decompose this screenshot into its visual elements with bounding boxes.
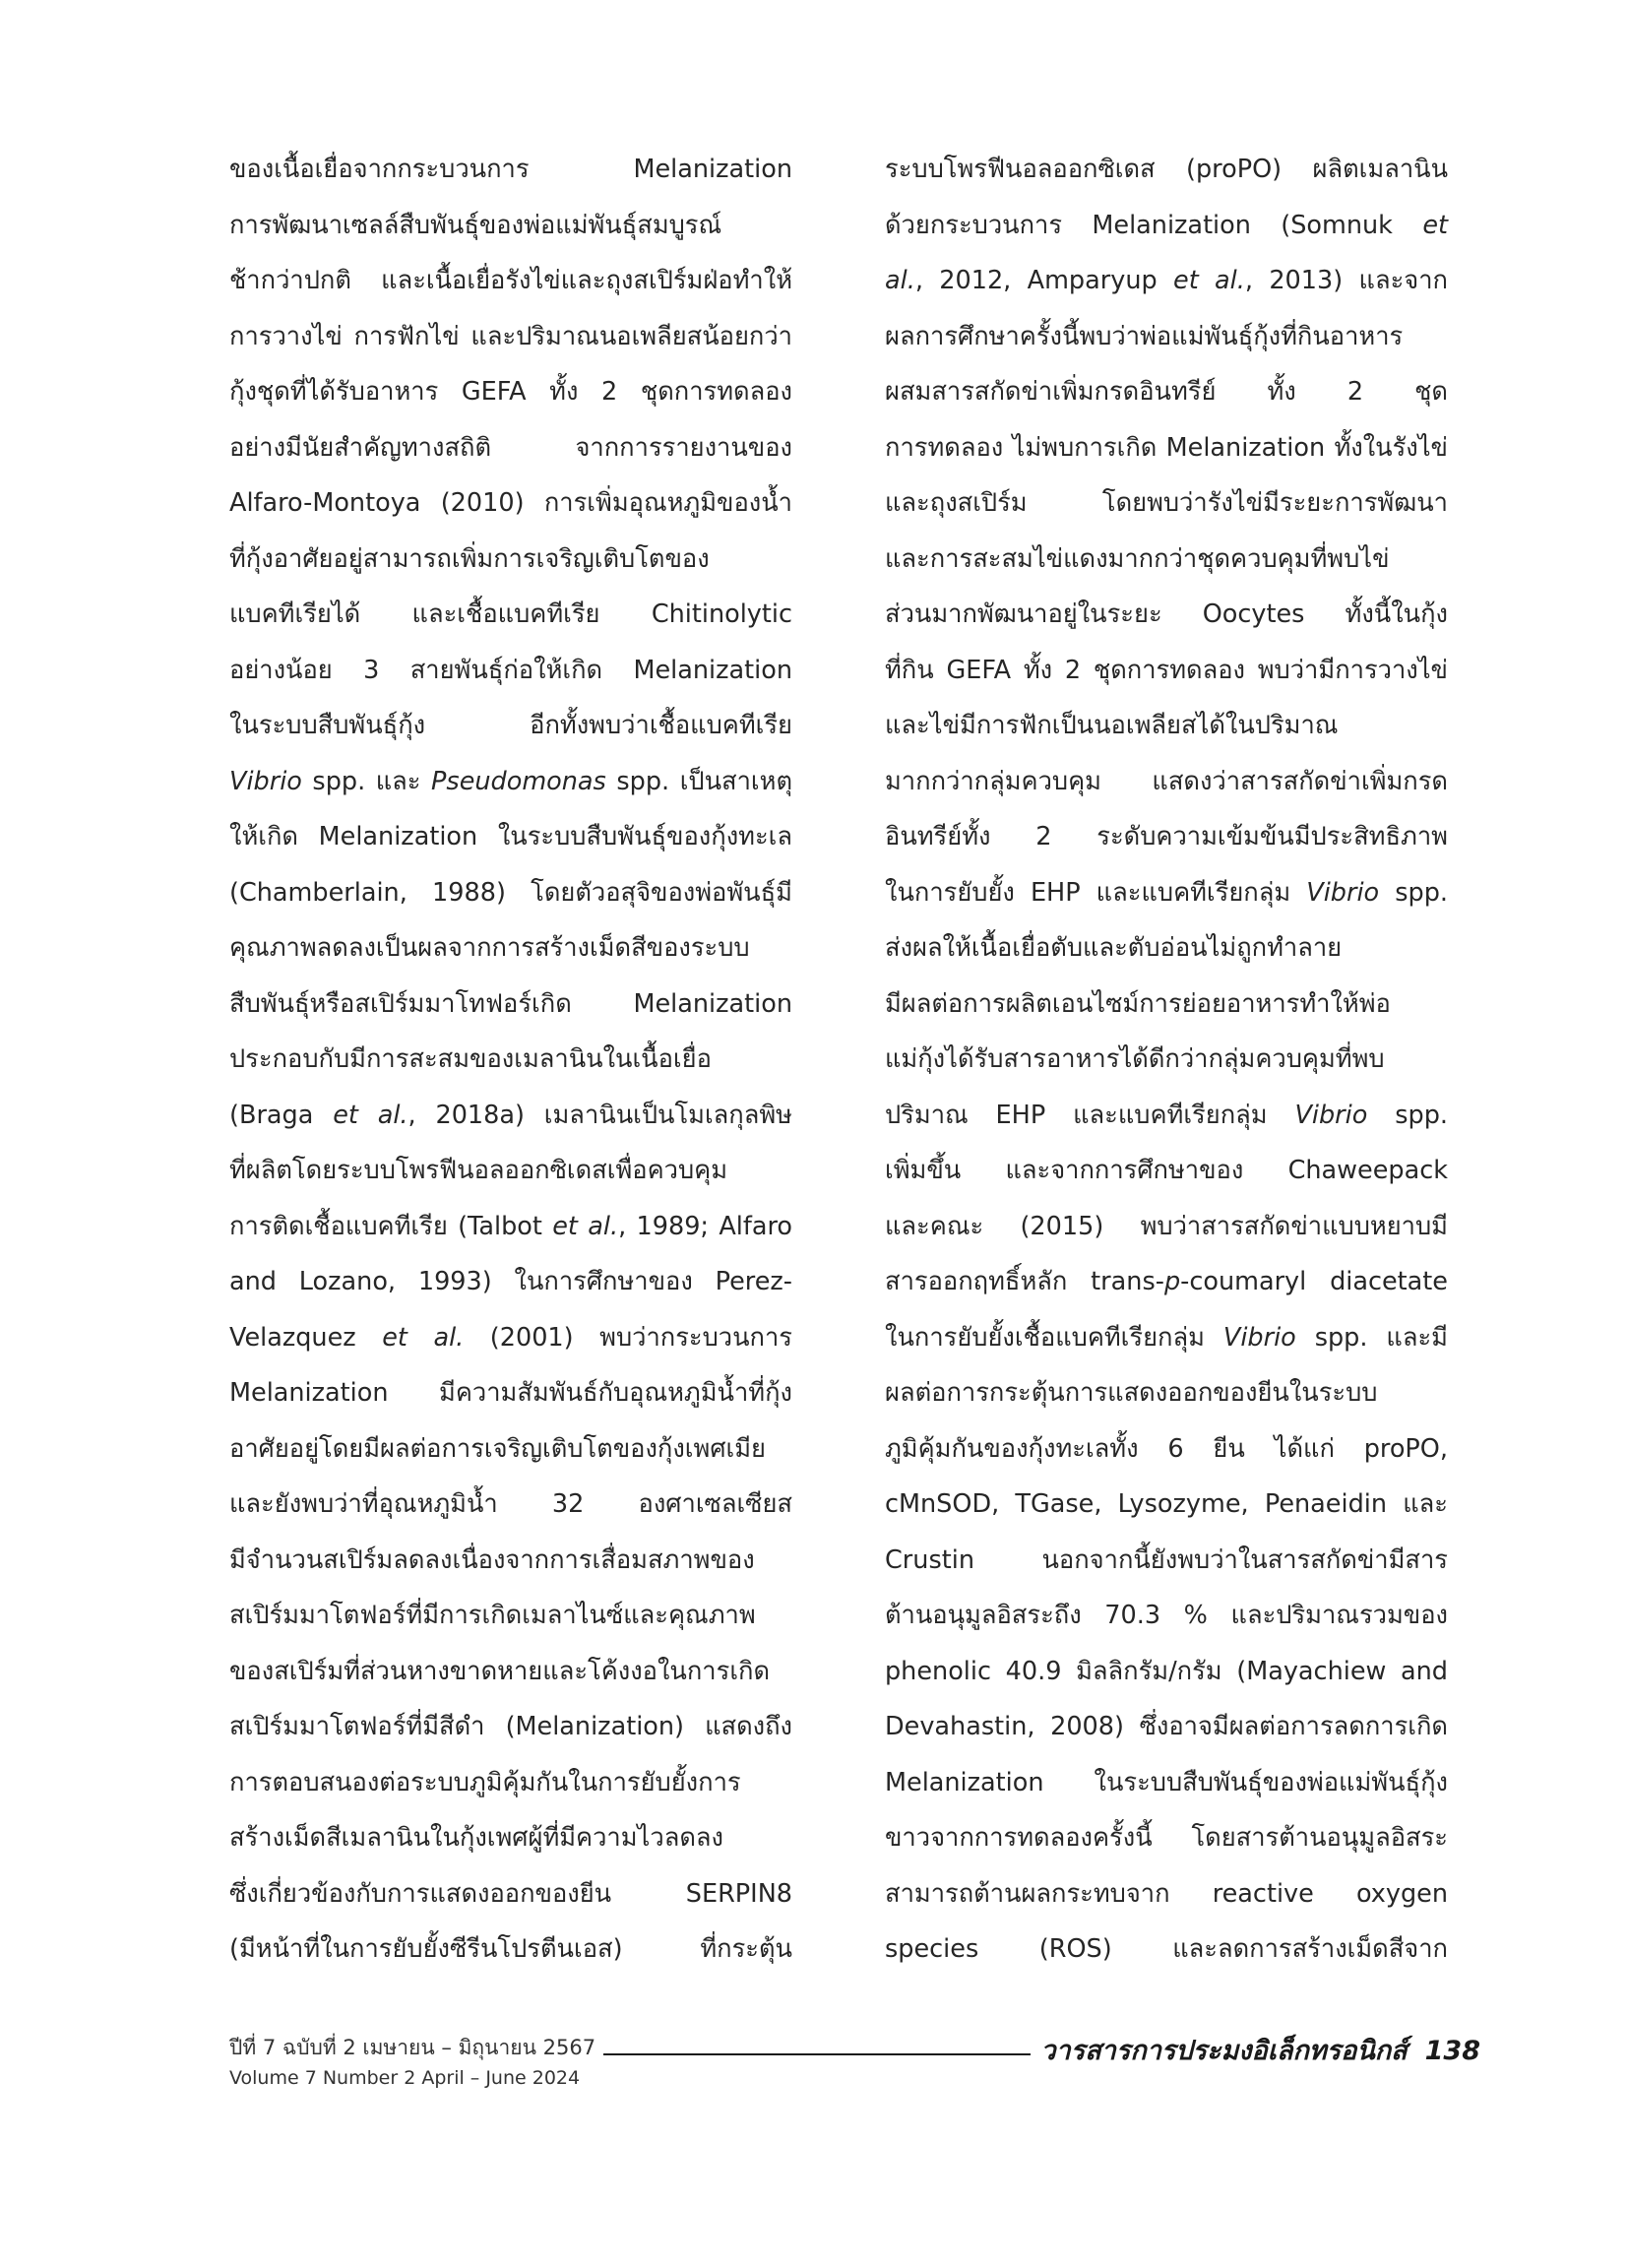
text-line: แม่กุ้งได้รับสารอาหารได้ดีกว่ากลุ่มควบคุมที่พบ bbox=[885, 1044, 1385, 1074]
text-segment: การติดเชื้อแบคทีเรีย (Talbot bbox=[229, 1211, 553, 1241]
text-line: ผลต่อการกระตุ้นการแสดงออกของยีนในระบบ bbox=[885, 1378, 1378, 1408]
text-line: ส่วนมากพัฒนาอยู่ในระยะ Oocytes ทั้งนี้ในกุ้ง bbox=[885, 599, 1448, 629]
text-line: Crustin นอกจากนี้ยังพบว่าในสารสกัดข่ามีสาร bbox=[885, 1544, 1448, 1575]
text-line: ที่ผลิตโดยระบบโพรฟีนอลออกซิเดสเพื่อควบคุม bbox=[229, 1156, 728, 1185]
text-segment: ปริมาณ EHP และแบคทีเรียกลุ่ม bbox=[885, 1100, 1295, 1130]
text-line bbox=[885, 1254, 1448, 1310]
text-line: Melanization ในระบบสืบพันธุ์ของพ่อแม่พันธุ์กุ้ง bbox=[885, 1767, 1448, 1797]
text-segment: (Braga bbox=[229, 1100, 334, 1130]
text-line: (มีหน้าที่ในการยับยั้งซีรีนโปรตีนเอส) ที่กระตุ้น bbox=[229, 1934, 792, 1964]
italic-term: Vibrio bbox=[229, 766, 302, 796]
text-segment: ด้วยกระบวนการ Melanization (Somnuk bbox=[885, 210, 1423, 240]
text-line: สร้างเม็ดสีเมลานินในกุ้งเพศผู้ที่มีความไวลดลง bbox=[229, 1823, 723, 1853]
text-line: เพิ่มขึ้น และจากการศึกษาของ Chaweepack bbox=[885, 1156, 1448, 1185]
text-line: Melanization มีความสัมพันธ์กับอุณหภูมิน้ำที่กุ้ง bbox=[229, 1378, 792, 1408]
text-segment: spp. bbox=[1379, 877, 1448, 908]
text-line: สเปิร์มมาโตฟอร์ที่มีสีดำ (Melanization) แสดงถึง bbox=[229, 1712, 792, 1741]
text-line: การพัฒนาเซลล์สืบพันธุ์ของพ่อแม่พันธุ์สมบูรณ์ bbox=[229, 210, 722, 240]
text-segment: spp. เป็นสาเหตุ bbox=[605, 766, 792, 796]
text-line: ผลการศึกษาครั้งนี้พบว่าพ่อแม่พันธุ์กุ้งที่กินอาหาร bbox=[885, 321, 1404, 351]
text-line: กุ้งชุดที่ได้รับอาหาร GEFA ทั้ง 2 ชุดการทดลอง bbox=[229, 377, 792, 407]
text-line: และคณะ (2015) พบว่าสารสกัดข่าแบบหยาบมี bbox=[885, 1211, 1448, 1241]
footer-issue-english: Volume 7 Number 2 April – June 2024 bbox=[229, 2067, 581, 2089]
text-line: ของเนื้อเยื่อจากกระบวนการ Melanization bbox=[229, 155, 792, 184]
text-line: มากกว่ากลุ่มควบคุม แสดงว่าสารสกัดข่าเพิ่มกรด bbox=[885, 766, 1448, 796]
text-line: การทดลอง ไม่พบการเกิด Melanization ทั้งในรังไข่ bbox=[885, 432, 1448, 463]
text-line: และไข่มีการฟักเป็นนอเพลียสได้ในปริมาณ bbox=[885, 711, 1339, 740]
left-column bbox=[229, 142, 792, 1978]
text-line: สามารถต้านผลกระทบจาก reactive oxygen bbox=[885, 1878, 1448, 1909]
text-line: มีผลต่อการผลิตเอนไซม์การย่อยอาหารทำให้พ่อ bbox=[885, 988, 1391, 1019]
text-line: สเปิร์มมาโตฟอร์ที่มีการเกิดเมลาไนซ์และคุณภาพ bbox=[229, 1601, 756, 1630]
text-line: ภูมิคุ้มกันของกุ้งทะเลทั้ง 6 ยีน ได้แก่ proPO, bbox=[885, 1433, 1448, 1464]
italic-term: et bbox=[1422, 210, 1448, 240]
text-segment: สารออกฤทธิ์หลัก trans- bbox=[885, 1267, 1164, 1296]
text-line bbox=[885, 1088, 1448, 1144]
italic-term: p bbox=[1163, 1267, 1181, 1296]
text-line: and Lozano, 1993) ในการศึกษาของ Perez- bbox=[229, 1267, 792, 1296]
footer-journal bbox=[1031, 2029, 1480, 2071]
text-line bbox=[885, 198, 1448, 254]
text-line: อย่างน้อย 3 สายพันธุ์ก่อให้เกิด Melanization bbox=[229, 655, 792, 685]
right-column bbox=[885, 142, 1448, 1978]
text-line: อินทรีย์ทั้ง 2 ระดับความเข้มข้นมีประสิทธิภาพ bbox=[885, 822, 1448, 851]
text-line: ขาวจากการทดลองครั้งนี้ โดยสารต้านอนุมูลอิสระ bbox=[885, 1823, 1448, 1853]
italic-term: et al. bbox=[1173, 266, 1245, 295]
text-line: อย่างมีนัยสำคัญทางสถิติ จากการรายงานของ bbox=[229, 432, 792, 463]
text-line bbox=[885, 865, 1448, 921]
text-line: (Chamberlain, 1988) โดยตัวอสุจิของพ่อพันธุ์มี bbox=[229, 877, 792, 908]
text-line: ระบบโพรฟีนอลออกซิเดส (proPO) ผลิตเมลานิน bbox=[885, 155, 1448, 184]
journal-name: วารสารการประมงอิเล็กทรอนิกส์ bbox=[1040, 2036, 1408, 2066]
text-line bbox=[229, 754, 792, 810]
text-line bbox=[885, 253, 1448, 309]
text-segment: spp. bbox=[1367, 1100, 1449, 1130]
text-line bbox=[229, 1088, 792, 1144]
text-line: species (ROS) และลดการสร้างเม็ดสีจาก bbox=[885, 1934, 1448, 1964]
italic-term: et al. bbox=[382, 1322, 465, 1353]
text-segment: spp. และ bbox=[301, 766, 432, 796]
text-line: cMnSOD, TGase, Lysozyme, Penaeidin และ bbox=[885, 1489, 1448, 1519]
text-segment: , 1989; Alfaro bbox=[618, 1211, 792, 1241]
italic-term: et al. bbox=[552, 1211, 619, 1241]
text-line: ส่งผลให้เนื้อเยื่อตับและตับอ่อนไม่ถูกทำลาย bbox=[885, 933, 1343, 963]
text-line: การวางไข่ การฟักไข่ และปริมาณนอเพลียสน้อยกว่า bbox=[229, 321, 792, 351]
text-segment: , 2018a) เมลานินเป็นโมเลกุลพิษ bbox=[407, 1100, 792, 1130]
italic-term: Vibrio bbox=[1222, 1322, 1296, 1353]
italic-term: Vibrio bbox=[1306, 877, 1380, 908]
italic-term: et al. bbox=[333, 1100, 408, 1130]
text-line: สืบพันธุ์หรือสเปิร์มมาโทฟอร์เกิด Melanization bbox=[229, 988, 792, 1019]
text-line: ของสเปิร์มที่ส่วนหางขาดหายและโค้งงอในการเกิด bbox=[229, 1656, 771, 1686]
text-line: ให้เกิด Melanization ในระบบสืบพันธุ์ของกุ้งทะเล bbox=[229, 822, 792, 851]
text-line bbox=[229, 1310, 792, 1366]
text-line: อาศัยอยู่โดยมีผลต่อการเจริญเติบโตของกุ้งเพศเมีย bbox=[229, 1433, 766, 1464]
text-line: แบคทีเรียได้ และเชื้อแบคทีเรีย Chitinolytic bbox=[229, 599, 792, 629]
text-line: ที่กุ้งอาศัยอยู่สามารถเพิ่มการเจริญเติบโตของ bbox=[229, 543, 710, 574]
text-line: และถุงสเปิร์ม โดยพบว่ารังไข่มีระยะการพัฒนา bbox=[885, 488, 1448, 518]
text-line: ช้ากว่าปกติ และเนื้อเยื่อรังไข่และถุงสเปิร์มฝ่อทำให้ bbox=[229, 266, 792, 295]
text-line: ประกอบกับมีการสะสมของเมลานินในเนื้อเยื่อ bbox=[229, 1044, 712, 1074]
text-segment: , 2012, Amparyup bbox=[914, 266, 1174, 295]
text-line bbox=[885, 1310, 1448, 1366]
text-line bbox=[229, 1199, 792, 1255]
text-line: ผสมสารสกัดข่าเพิ่มกรดอินทรีย์ ทั้ง 2 ชุด bbox=[885, 377, 1448, 407]
text-line: คุณภาพลดลงเป็นผลจากการสร้างเม็ดสีของระบบ bbox=[229, 933, 750, 963]
text-line: และการสะสมไข่แดงมากกว่าชุดควบคุมที่พบไข่ bbox=[885, 543, 1390, 574]
text-segment: , 2013) และจาก bbox=[1244, 266, 1448, 295]
text-line: ซึ่งเกี่ยวข้องกับการแสดงออกของยีน SERPIN8 bbox=[229, 1878, 792, 1909]
text-line: การตอบสนองต่อระบบภูมิคุ้มกันในการยับยั้งการ bbox=[229, 1767, 741, 1797]
text-line: ที่กิน GEFA ทั้ง 2 ชุดการทดลอง พบว่ามีการวางไข่ bbox=[885, 655, 1448, 685]
footer-issue-thai: ปีที่ 7 ฉบับที่ 2 เมษายน – มิถุนายน 2567 bbox=[229, 2032, 603, 2064]
italic-term: Vibrio bbox=[1294, 1100, 1368, 1130]
text-line: ต้านอนุมูลอิสระถึง 70.3 % และปริมาณรวมของ bbox=[885, 1601, 1448, 1630]
text-segment: Velazquez bbox=[229, 1322, 383, 1353]
text-line: ในระบบสืบพันธุ์กุ้ง อีกทั้งพบว่าเชื้อแบคทีเรีย bbox=[229, 711, 792, 740]
text-line: Devahastin, 2008) ซึ่งอาจมีผลต่อการลดการเกิด bbox=[885, 1712, 1448, 1741]
text-line: Alfaro-Montoya (2010) การเพิ่มอุณหภูมิของน้ำ bbox=[229, 488, 792, 518]
page-number: 138 bbox=[1424, 2036, 1480, 2066]
italic-term: al. bbox=[885, 266, 915, 295]
text-line: phenolic 40.9 มิลลิกรัม/กรัม (Mayachiew and bbox=[885, 1656, 1448, 1686]
text-line: มีจำนวนสเปิร์มลดลงเนื่องจากการเสื่อมสภาพของ bbox=[229, 1544, 755, 1575]
text-segment: ในการยับยั้ง EHP และแบคทีเรียกลุ่ม bbox=[885, 877, 1307, 908]
text-segment: (2001) พบว่ากระบวนการ bbox=[464, 1322, 792, 1353]
text-segment: ในการยับยั้งเชื้อแบคทีเรียกลุ่ม bbox=[885, 1322, 1223, 1353]
text-line: และยังพบว่าที่อุณหภูมิน้ำ 32 องศาเซลเซียส bbox=[229, 1489, 792, 1519]
italic-term: Pseudomonas bbox=[431, 766, 606, 796]
text-segment: -coumaryl diacetate bbox=[1180, 1267, 1448, 1296]
text-segment: spp. และมี bbox=[1295, 1322, 1448, 1353]
